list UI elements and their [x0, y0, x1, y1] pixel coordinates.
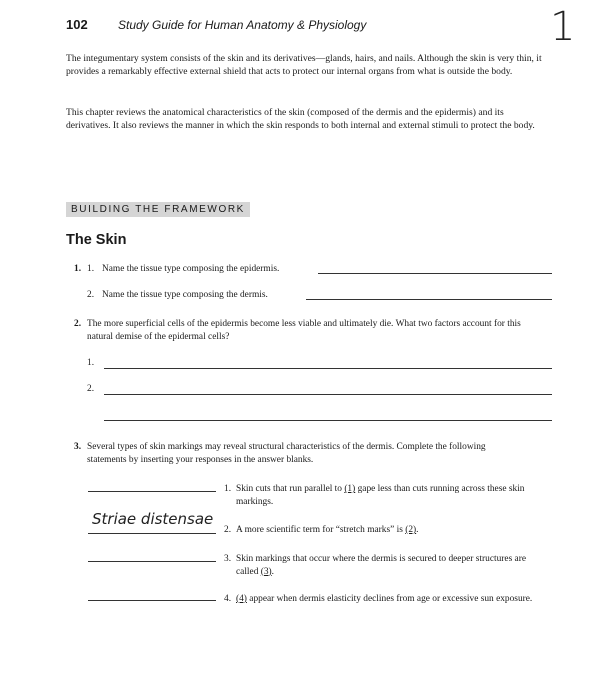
q3-item4: (4) appear when dermis elasticity declines from age or excessive sun exposure. [236, 594, 533, 604]
q3-text: Several types of skin markings may reveal structural characteristics of the dermis. Complete the following statements by inserting your responses in the answer blanks. [87, 442, 486, 465]
q2-answer2-line[interactable] [104, 394, 552, 395]
running-title: Study Guide for Human Anatomy & Physiology [118, 18, 367, 32]
q2-number: 2. [74, 319, 82, 329]
q2-answer2-line-extra[interactable] [104, 420, 552, 421]
q1-part2-text: Name the tissue type composing the dermis. [102, 290, 268, 300]
q1-number: 1. [74, 264, 82, 274]
q1-part1-num: 1. [87, 264, 95, 274]
section-banner: BUILDING THE FRAMEWORK [66, 202, 250, 217]
q3-item4-num: 4. [224, 594, 232, 604]
q1-part2-num: 2. [87, 290, 95, 300]
q3-item1-num: 1. [224, 484, 232, 494]
q2-answer1-num: 1. [87, 358, 95, 368]
q1-part2-answer-line[interactable] [306, 299, 552, 300]
q1-part1-text: Name the tissue type composing the epidermis. [102, 264, 280, 274]
q3-item2: A more scientific term for “stretch marks” is (2). [236, 525, 419, 535]
page-number: 102 [66, 17, 88, 32]
section-title: The Skin [66, 232, 127, 248]
q3-answer1-line[interactable] [88, 491, 216, 492]
q3-item2-num: 2. [224, 525, 232, 535]
q3-answer2-handwritten: Striae distensae [92, 510, 214, 528]
q2-answer1-line[interactable] [104, 368, 552, 369]
q3-item3-num: 3. [224, 554, 232, 564]
q3-answer4-line[interactable] [88, 600, 216, 601]
handwritten-number: 1 [550, 4, 576, 50]
q3-item1: Skin cuts that run parallel to (1) gape less than cuts running across these skin markings. [236, 484, 525, 507]
intro-paragraph-1: The integumentary system consists of the skin and its derivatives—glands, hairs, and nails. Although the skin is very thin, it provides a remarkably effective external shield that acts to protect our internal organs from what is outside the body. [66, 53, 542, 77]
q2-text: The more superficial cells of the epidermis become less viable and ultimately die. What two factors account for this natural demise of the epidermal cells? [87, 319, 521, 342]
q1-part1-answer-line[interactable] [318, 273, 552, 274]
q3-answer2-line[interactable] [88, 533, 216, 534]
q2-answer2-num: 2. [87, 384, 95, 394]
q3-answer3-line[interactable] [88, 561, 216, 562]
intro-paragraph-2: This chapter reviews the anatomical characteristics of the skin (composed of the dermis and the epidermis) and its derivatives. It also reviews the manner in which the skin responds to both internal and external stimuli to protect the body. [66, 107, 535, 131]
q3-number: 3. [74, 442, 82, 452]
q3-item3: Skin markings that occur where the dermis is secured to deeper structures are called (3). [236, 554, 527, 577]
